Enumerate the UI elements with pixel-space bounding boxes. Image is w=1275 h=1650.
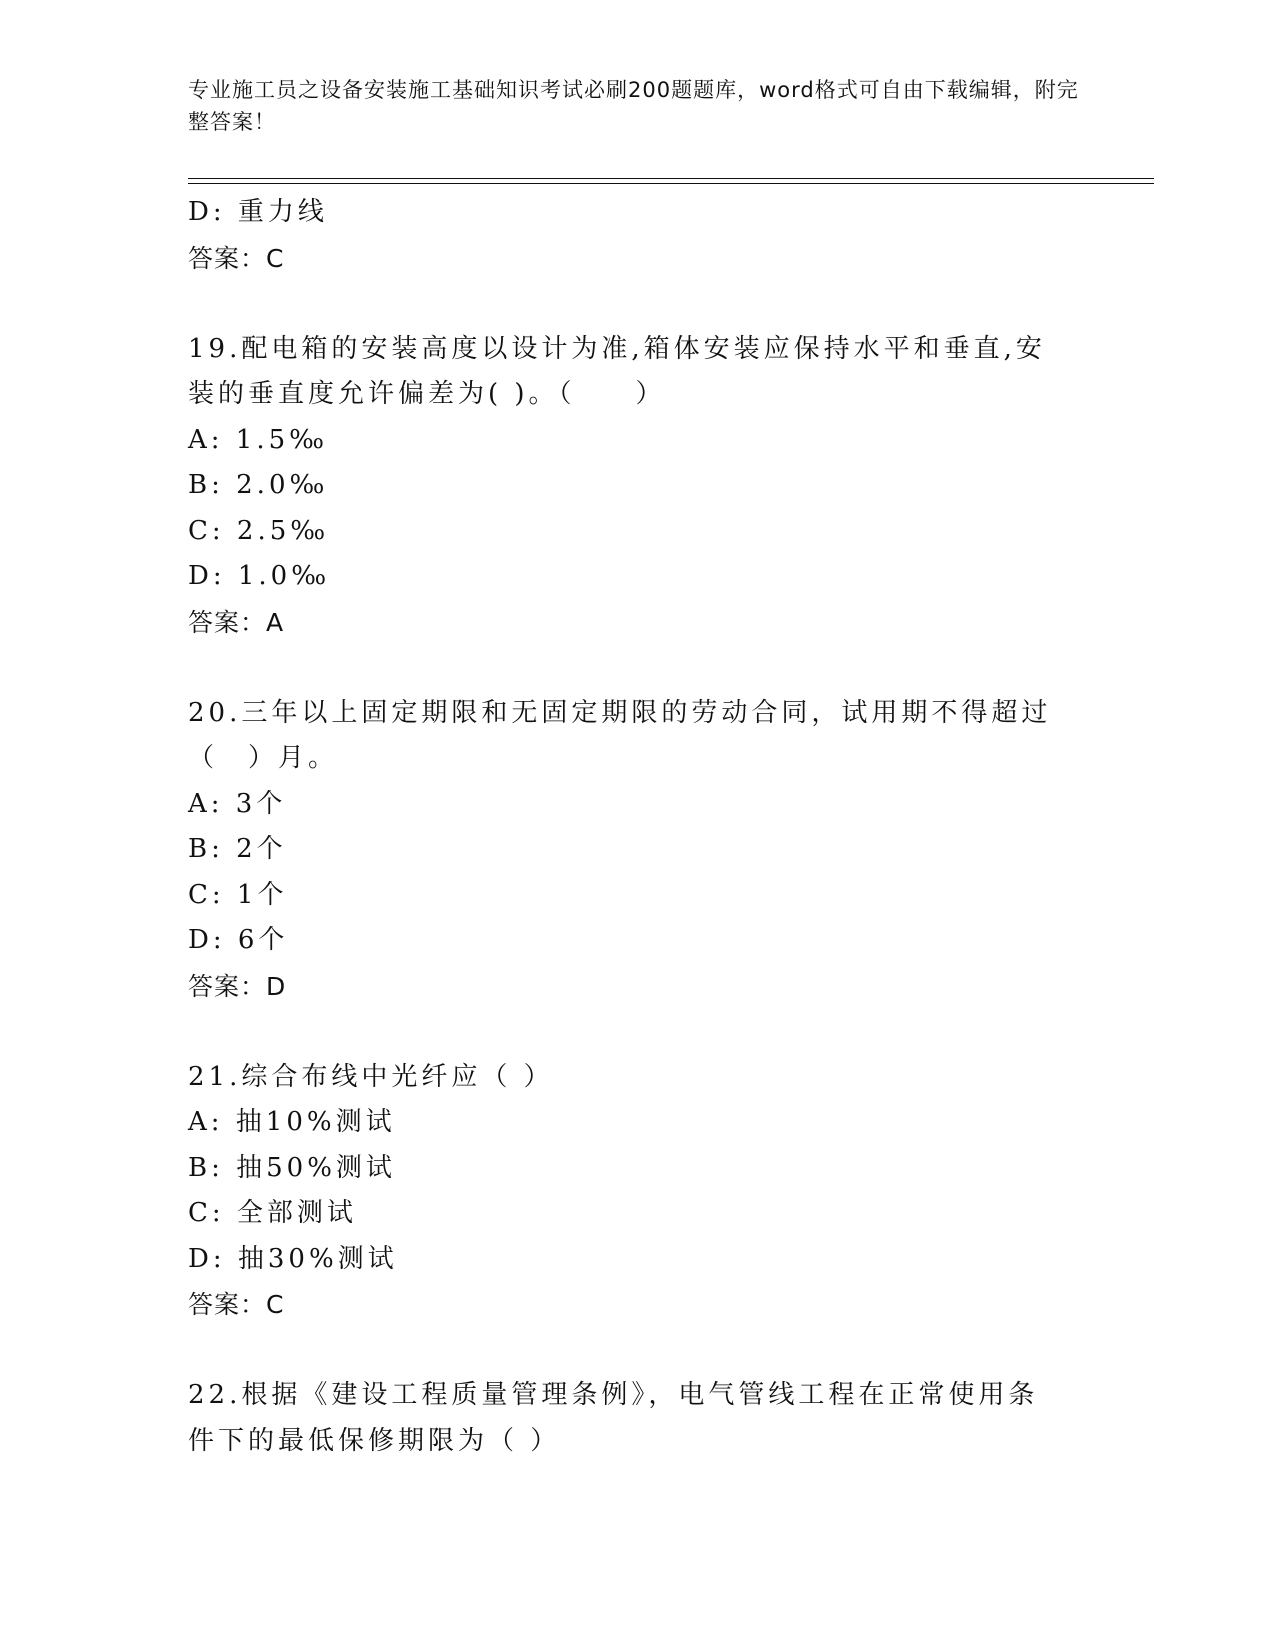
option-line: D: 重力线	[188, 197, 328, 227]
question-block	[188, 327, 1088, 646]
header-divider-top	[188, 178, 1154, 179]
option-line: D: 1.0‰	[188, 561, 331, 591]
answer-line: 答案：C	[188, 1290, 285, 1319]
option-line: A: 1.5‰	[188, 424, 329, 455]
header-divider-bottom	[188, 183, 1154, 184]
spacer	[188, 1328, 1088, 1374]
option-line: A: 3个	[188, 788, 287, 819]
option-line: C: 全部测试	[188, 1198, 357, 1228]
question-block	[188, 1373, 1088, 1464]
question-text: 19.配电箱的安装高度以设计为准,箱体安装应保持水平和垂直,安装的垂直度允许偏差为( )。（ ）	[188, 333, 1046, 409]
spacer	[188, 281, 1088, 327]
answer-line: 答案：A	[188, 607, 285, 637]
document-title: 专业施工员之设备安装施工基础知识考试必刷200题题库，word格式可自由下载编辑，附完整答案！	[188, 78, 1079, 134]
option-line: D: 抽30%测试	[188, 1243, 398, 1274]
option-line: C: 1个	[188, 879, 288, 910]
option-line: A: 抽10%测试	[188, 1107, 396, 1137]
question-block	[188, 691, 1088, 1010]
question-text: 22.根据《建设工程质量管理条例》，电气管线工程在正常使用条件下的最低保修期限为（ ）	[188, 1380, 1039, 1456]
question-text: 20.三年以上固定期限和无固定期限的劳动合同，试用期不得超过（ ）月。	[188, 697, 1052, 773]
question-block	[188, 1055, 1088, 1328]
document-header	[188, 74, 1088, 138]
option-line: C: 2.5‰	[188, 515, 330, 546]
option-line: B: 抽50%测试	[188, 1152, 396, 1183]
answer-line: 答案：D	[188, 971, 287, 1001]
question-list	[188, 190, 1088, 1464]
spacer	[188, 1009, 1088, 1055]
spacer	[188, 645, 1088, 691]
option-line: B: 2.0‰	[188, 470, 329, 500]
answer-line: 答案：C	[188, 243, 285, 273]
question-text: 21.综合布线中光纤应（ ）	[188, 1061, 554, 1092]
option-line: B: 2个	[188, 834, 287, 864]
option-line: D: 6个	[188, 925, 289, 955]
